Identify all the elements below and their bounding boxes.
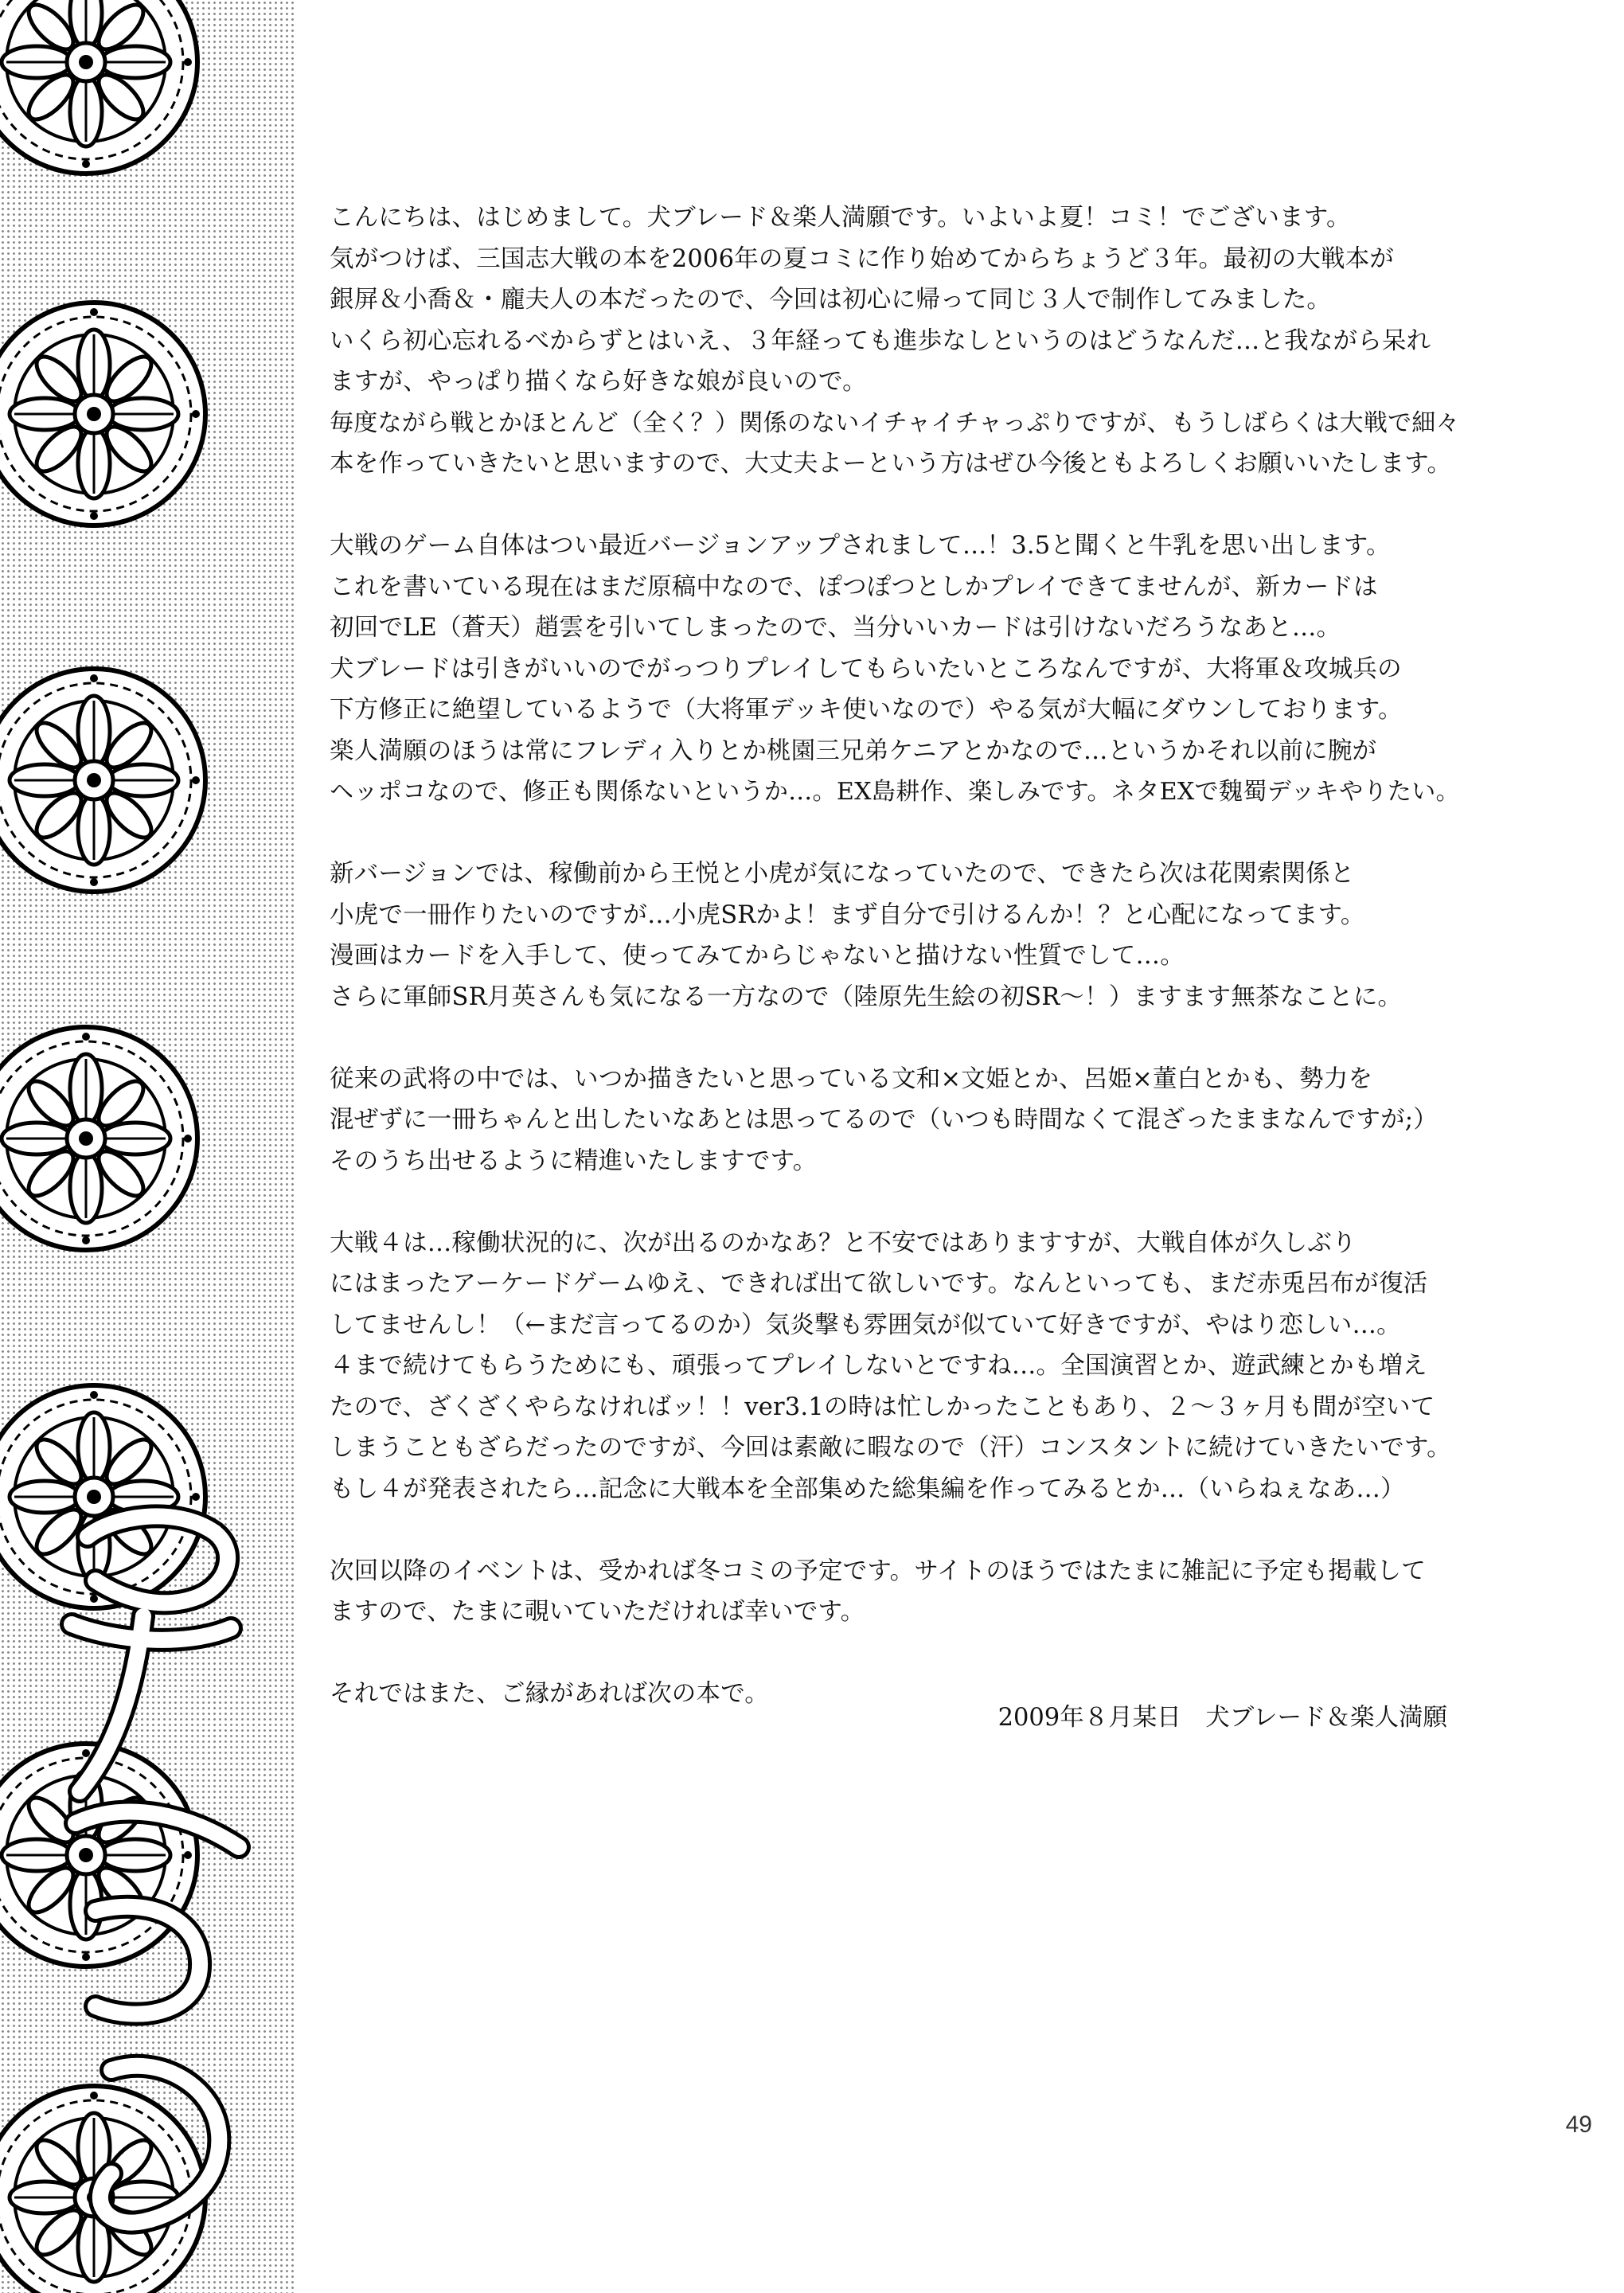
text-line: 小虎で一冊作りたいのですが…小虎SRかよ！まず自分で引けるんか！？と心配になってます。 <box>330 900 1365 929</box>
decorative-side-strip <box>0 0 296 2293</box>
text-line: 毎度ながら戦とかほとんど（全く？）関係のないイチャイチャっぷりですが、もうしばらくは大戦で細々 <box>330 408 1460 437</box>
text-line: ますので、たまに覗いていただければ幸いです。 <box>330 1598 865 1626</box>
text-line: これを書いている現在はまだ原稿中なので、ぽつぽつとしかプレイできてませんが、新カードは <box>330 572 1378 601</box>
text-line: 楽人満願のほうは常にフレディ入りとか桃園三兄弟ケニアとかなので…というかそれ以前に腕が <box>330 736 1377 765</box>
paragraph <box>330 525 1460 813</box>
text-line: 銀屏＆小喬＆・龐夫人の本だったので、今回は初心に帰って同じ３人で制作してみました。 <box>330 286 1332 314</box>
text-line: そのうち出せるように精進いたしますです。 <box>330 1146 818 1175</box>
page-number: 49 <box>1565 2111 1592 2138</box>
text-line: ヘッポコなので、修正も関係ないというか…。EX島耕作、楽しみです。ネタEXで魏蜀デッキやりたい。 <box>330 778 1460 806</box>
text-line: 初回でLE（蒼天）趙雲を引いてしまったので、当分いいカードは引けないだろうなあと…。 <box>330 614 1341 642</box>
text-line: 従来の武将の中では、いつか描きたいと思っている文和×文姫とか、呂姫×董白とかも、勢力を <box>330 1064 1373 1093</box>
text-line: こんにちは、はじめまして。犬ブレード＆楽人満願です。いよいよ夏！コミ！でございます。 <box>330 204 1351 232</box>
ornament-pattern <box>0 0 296 2293</box>
text-line: 新バージョンでは、稼働前から王悦と小虎が気になっていたので、できたら次は花関索関係と <box>330 860 1355 888</box>
text-line: 次回以降のイベントは、受かれば冬コミの予定です。サイトのほうではたまに雑記に予定も掲載して <box>330 1557 1426 1585</box>
paragraph <box>330 197 1460 485</box>
paragraph <box>330 854 1460 1018</box>
text-line: たので、ざくざくやらなければッ！！ver3.1の時は忙しかったこともあり、２〜３ヶ月も間が空いて <box>330 1393 1435 1421</box>
text-line: 下方修正に絶望しているようで（大将軍デッキ使いなので）やる気が大幅にダウンしております。 <box>330 696 1403 724</box>
text-line: ますが、やっぱり描くなら好きな娘が良いので。 <box>330 368 867 396</box>
text-line: 大戦４は…稼働状況的に、次が出るのかなあ？と不安ではありますすが、大戦自体が久しぶり <box>330 1229 1357 1257</box>
text-line: さらに軍師SR月英さんも気になる一方なので（陸原先生絵の初SR〜！）ますます無茶なことに。 <box>330 982 1403 1011</box>
text-line: 大戦のゲーム自体はつい最近バージョンアップされまして…！3.5と聞くと牛乳を思い出します。 <box>330 532 1391 560</box>
text-line: いくら初心忘れるべからずとはいえ、３年経っても進歩なしというのはどうなんだ…と我ながら呆れ <box>330 326 1431 355</box>
signature-line: 2009年８月某日 犬ブレード＆楽人満願 <box>997 1704 1447 1732</box>
afterword-body <box>330 197 1460 1756</box>
text-line: してませんし！（←まだ言ってるのか）気炎撃も雰囲気が似ていて好きですが、やはり恋しい…。 <box>330 1311 1401 1339</box>
text-line: にはまったアーケードゲームゆえ、できれば出て欲しいです。なんといっても、まだ赤兎呂布が復活 <box>330 1270 1428 1298</box>
text-line: 本を作っていきたいと思いますので、大丈夫よーという方はぜひ今後ともよろしくお願いいたします。 <box>330 450 1452 478</box>
text-line: 犬ブレードは引きがいいのでがっつりプレイしてもらいたいところなんですが、大将軍＆攻城兵の <box>330 654 1402 683</box>
text-line: もし４が発表されたら…記念に大戦本を全部集めた総集編を作ってみるとか…（いらねぇなあ…） <box>330 1475 1405 1503</box>
paragraph <box>330 1223 1460 1510</box>
text-line: ４まで続けてもらうためにも、頑張ってプレイしないとですね…。全国演習とか、遊武練とかも増え <box>330 1352 1427 1380</box>
text-line: 混ぜずに一冊ちゃんと出したいなあとは思ってるので（いつも時間なくて混ざったままなんですが;） <box>330 1106 1438 1134</box>
paragraph <box>330 1059 1460 1182</box>
text-line: 漫画はカードを入手して、使ってみてからじゃないと描けない性質でして…。 <box>330 942 1185 970</box>
text-line: しまうこともざらだったのですが、今回は素敵に暇なので（汗）コンスタントに続けていきたいです。 <box>330 1434 1451 1462</box>
text-line: それではまた、ご縁があれば次の本で。 <box>330 1680 769 1708</box>
text-line: 気がつけば、三国志大戦の本を2006年の夏コミに作り始めてからちょうど３年。最初の大戦本が <box>330 244 1395 273</box>
paragraph <box>330 1551 1460 1633</box>
